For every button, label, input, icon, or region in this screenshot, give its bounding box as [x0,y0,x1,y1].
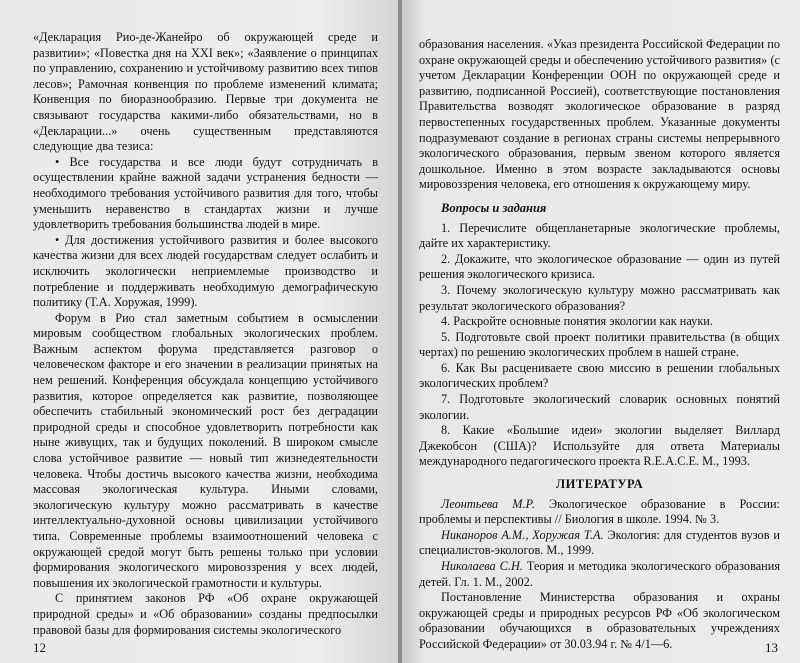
paragraph: Форум в Рио стал заметным событием в осмыслении мировым сообществом глобальных экологических проблем. Важным аспектом форума представляется разговор о человеческом факторе и его значении в реализации принятых на нем решений. Конференция обсуждала концепцию устойчивого развития, которое определяется как развитие, позволяющее обеспечить стабильный экономический рост без деградации природной среды и способное удовлетворить потребности как ныне живущих, так и будущих поколений. В широком смысле слова устойчивое развитие — новый тип жизнедеятельности человека. Чтобы достичь высокого качества жизни, необходима массовая экологическая культура. Иными словами, экологическую культуру можно рассматривать в качестве интеллектуально-духовной основы цивилизации устойчивого типа. Современные проблемы взаимоотношений человека с окружающей средой могут быть решены только при условии формирования экологического мировоззрения у всех людей, повышения их экологической грамотности и культуры. [33,310,378,590]
reference-author: Николаева С.Н. [441,559,523,573]
question-item: 8. Какие «Большие идеи» экологии выделяет Виллард Джекобсон (США)? Используйте для ответа Материалы международного педагогического проекта R.E.A.C.E. М., 1993. [419,423,780,469]
questions-list [419,221,780,471]
question-item: 6. Как Вы расцениваете свою миссию в решении глобальных экологических проблем? [419,360,780,391]
bullet-item: • Для достижения устойчивого развития и более высокого качества жизни для всех людей государствам следует ослабить и исключить экологически неприемлемые производство и потребление и поддерживать необходимую демографическую политику (Т.А. Хоружая, 1999). [33,232,378,310]
literature-heading: ЛИТЕРАТУРА [555,477,644,492]
question-item: 7. Подготовьте экологический словарик основных понятий экологии. [419,392,780,422]
question-item: 3. Почему экологическую культуру можно рассматривать как результат экологического образования? [419,282,780,313]
page-number: 13 [765,640,778,655]
reference-text: Экологическое образование в России: проблемы и перспективы // Биология в школе. 1994. № 3. [419,496,780,527]
reference-item [419,497,780,528]
question-item: 5. Подготовьте свой проект политики правительства (в общих чертах) по решению экологических проблем в нашей стране. [419,329,780,360]
reference-item [419,528,780,559]
bullet-item: • Все государства и все люди будут сотрудничать в осуществлении крайне важной задачи устранения бедности — необходимого требования устойчивого развития для того, чтобы уменьшить неравенство в стандартах жизни и лучше удовлетворить требования большинства людей в мире. [33,154,378,232]
questions-heading: Вопросы и задания [441,200,547,215]
paragraph: С принятием законов РФ «Об охране окружающей природной среды» и «Об образовании» созданы предпосылки правовой базы для формирования системы экологического [33,591,378,637]
right-page-text [419,37,780,653]
page-number: 12 [33,640,46,655]
left-page-text [33,30,378,638]
reference-item [419,559,780,590]
reference-author: Леонтьева М.Р. [441,496,535,511]
paragraph: образования населения. «Указ президента Российской Федерации по охране окружающей среды и обеспечению устойчивого развития» (с учетом Декларации Конференции ООН по окружающей среде и развитию, подписанной Россией), соответствующие постановления Правительства возводят экологическое образование в разряд первостепенных государственных проблем. Указанные документы подразумевают создание в регионах страны системы непрерывного экологического образования, первым звеном которого является дошкольное. Именно в этом возрасте закладываются основы мировоззрения человека, его отношения к окружающему миру. [419,37,780,192]
paragraph: «Декларация Рио-де-Жанейро об окружающей среде и развитии»; «Повестка дня на XXI век»; «Заявление о принципах по управлению, сохранению и устойчивому развитию всех типов лесов»; Рамочная конвенция по проблеме изменений климата; Конвенция по биоразнообразию. Первые три документа не связывают государства какими-либо обязательствами, но в «Декларации...» очень существенным представляются следующие два тезиса: [33,30,378,154]
reference-item [419,590,780,652]
references-list [419,497,780,653]
reference-text: Экология: для студентов вузов и специалистов-экологов. М., 1999. [419,527,781,558]
left-page [0,0,398,663]
question-item: 2. Докажите, что экологическое образование — один из путей решения экологического кризиса. [419,251,780,282]
reference-text: Теория и методика экологического образования детей. Гл. 1. М., 2002. [419,559,780,589]
question-item: 4. Раскройте основные понятия экологии как науки. [441,314,713,329]
right-page [402,0,800,663]
question-item: 1. Перечислите общепланетарные экологические проблемы, дайте их характеристику. [419,220,780,251]
reference-author: Никаноров А.М., Хоружая Т.А. [441,527,604,542]
reference-text: Постановление Министерства образования и охраны окружающей среды и природных ресурсов РФ «Об экологическом образовании обучающихся в образовательных учреждениях Российской Федерации» от 30.03.94 г. № 4/1—6. [419,590,780,651]
